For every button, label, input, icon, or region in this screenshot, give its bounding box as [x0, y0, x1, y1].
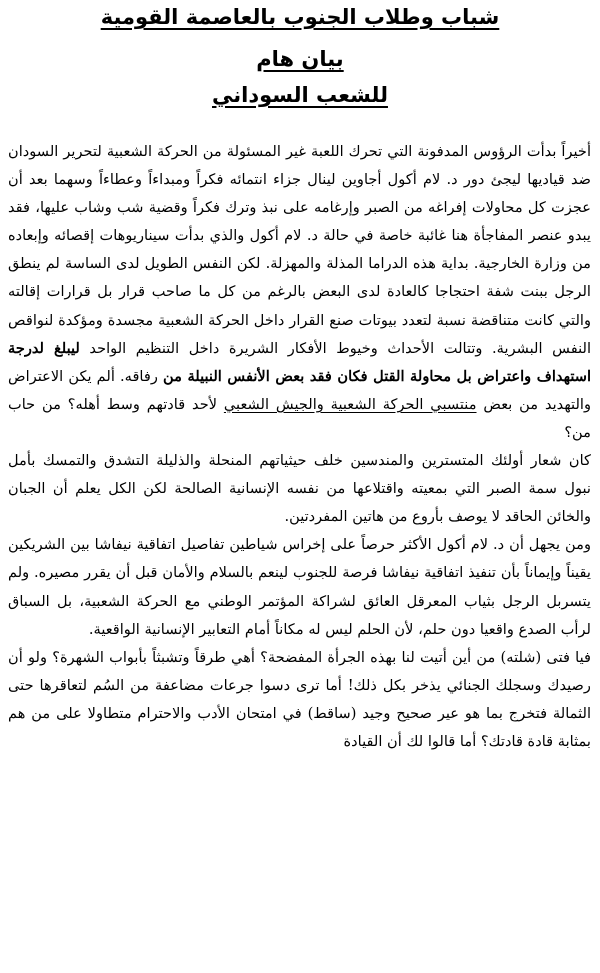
document-body: [8, 138, 591, 756]
paragraph-1-underlined-run: منتسبي الحركة الشعبية والجيش الشعبي: [223, 395, 477, 413]
paragraph-1: [8, 138, 591, 447]
header-addressee: للشعب السوداني: [212, 83, 388, 107]
paragraph-1-text-c: لأحد قادتهم وسط أهله؟ من حاب من؟: [8, 395, 591, 441]
paragraph-1-text-a: أخيراً بدأت الرؤوس المدفونة التي تحرك اللعبة غير المسئولة من الحركة الشعبية لتحرير السودان ضد قياديها ليجئ دور د. لام أكول أجاوين لينال جزاء انتمائه فكراً ومبداءاً وعطاءاً وسهما بعد أن عجزت كل محاولات إفراغه من الصبر وإرغامه على نبذ وترك فكراً وقضية شب وشاب عليها، فقد يبدو عنصر المفاجأة هنا غائبة خاصة في حالة د. لام أكول والذي بدأت سيناريوهات إقصائه وإبعاده من وزارة الخارجية. بداية هذه الدراما المذلة والمهزلة. لكن النفس الطويل لدى الساسة لم ينطق الرجل ببنت شفة احتجاجا كالعادة لدى البعض بالرغم من كل ما صاحب قرار بل قرارات إقالته والتي كانت متناقضة نسبة لتعدد بيوتات صنع القرار داخل الحركة الشعبية مجسدة ومؤكدة لنواقص النفس البشرية. وتتالت الأحداث وخيوط الأفكار الشريرة داخل التنظيم الواحد: [8, 143, 591, 357]
paragraph-2: كان شعار أولئك المتسترين والمندسين خلف حيثياتهم المنحلة والذليلة التشدق والتمسك بأمل نبول سمة الصبر التي بمعيته واقتلاعها من نفسه الإنسانية الصالحة لكن الكل يعلم أن الجبان والخائن الحاقد لا يوصف بأروع من هاتين المفردتين.: [8, 452, 591, 526]
paragraph-3: ومن يجهل أن د. لام أكول الأكثر حرصاً على إخراس شياطين تفاصيل اتفاقية نيفاشا بين الشريكين يقيناً وإيماناً بأن تنفيذ اتفاقية نيفاشا فرصة للجنوب لينعم بالسلام والأمان قبل أن يقرر مصيره. ولم يتسربل الرجل بثياب المعرقل العائق لشراكة المؤتمر الوطني مع الحركة الشعبية، بل السباق لرأب الصدع واقعيا دون حلم، لأن الحلم ليس له مكاناً أمام التعابير الإنسانية الواقعية.: [8, 536, 591, 638]
header-organization: شباب وطلاب الجنوب بالعاصمة القومية: [100, 5, 500, 29]
paragraph-1-bold-run: ليبلغ لدرجة استهداف واعتراض بل محاولة القتل فكان فقد بعض الأنفس النبيلة من: [8, 339, 592, 385]
header-statement-title: بيان هام: [256, 47, 344, 71]
paragraph-1-text-b: رفاقه. ألم يكن الاعتراض والتهديد من بعض: [8, 367, 592, 413]
paragraph-4: فيا فتى (شلته) من أين أتيت لنا بهذه الجرأة المفضحة؟ أهي طرقاً وتشبثاً بأبواب الشهرة؟ ولو أن رصيدك وسجلك الجنائي يذخر بكل ذلك! أما ترى دسوا جرعات مضاعفة من السُم لتعاقرها حتى الثمالة فتخرج بما هو عير صحيح وجيد (ساقط) في امتحان الأدب والاحترام متطاولا على من هم بمثابة قادة قادتك؟ أما قالوا لك أن القيادة: [8, 648, 591, 750]
